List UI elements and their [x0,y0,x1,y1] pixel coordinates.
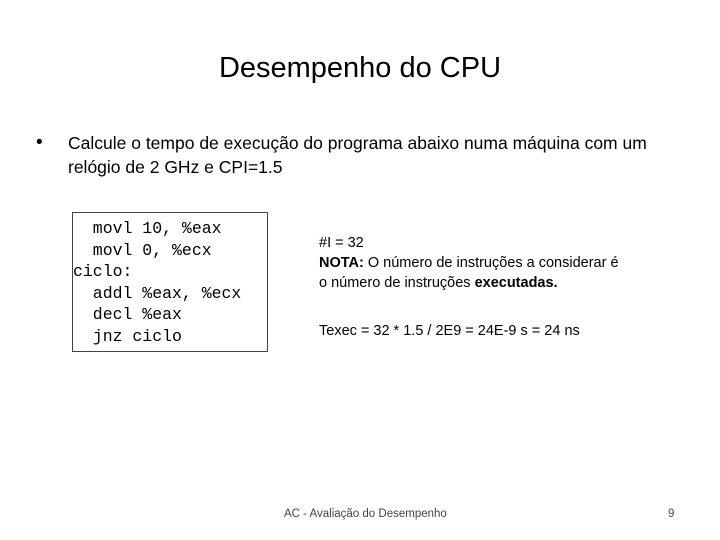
nota-text: O número de instruções a considerar é [363,255,619,271]
texec-formula: Texec = 32 * 1.5 / 2E9 = 24E-9 s = 24 ns [319,323,580,339]
notes-block [319,233,679,293]
instruction-count: #I = 32 [319,235,364,251]
code-line-3: ciclo: [73,262,133,281]
nota-line-1 [319,253,679,273]
code-line-4: addl %eax, %ecx [73,283,242,303]
bullet-marker: • [36,132,43,153]
code-line-1: movl 10, %eax [73,219,222,238]
nota-line-2 [319,273,679,293]
page-number: 9 [668,508,675,520]
code-line-5: decl %eax [73,305,182,324]
slide-title: Desempenho do CPU [218,52,502,84]
code-listing [72,212,268,352]
nota-bold: executadas. [474,275,558,291]
nota-label: NOTA: [319,255,364,271]
nota-text-2: o número de instruções [319,275,475,291]
footer-text: AC - Avaliação do Desempenho [284,508,447,520]
code-line-2: movl 0, %ecx [73,240,212,260]
bullet-text: Calcule o tempo de execução do programa abaixo numa máquina com um relógio de 2 GHz e CPI=1.5 [68,133,647,177]
code-line-6: jnz ciclo [73,326,182,346]
